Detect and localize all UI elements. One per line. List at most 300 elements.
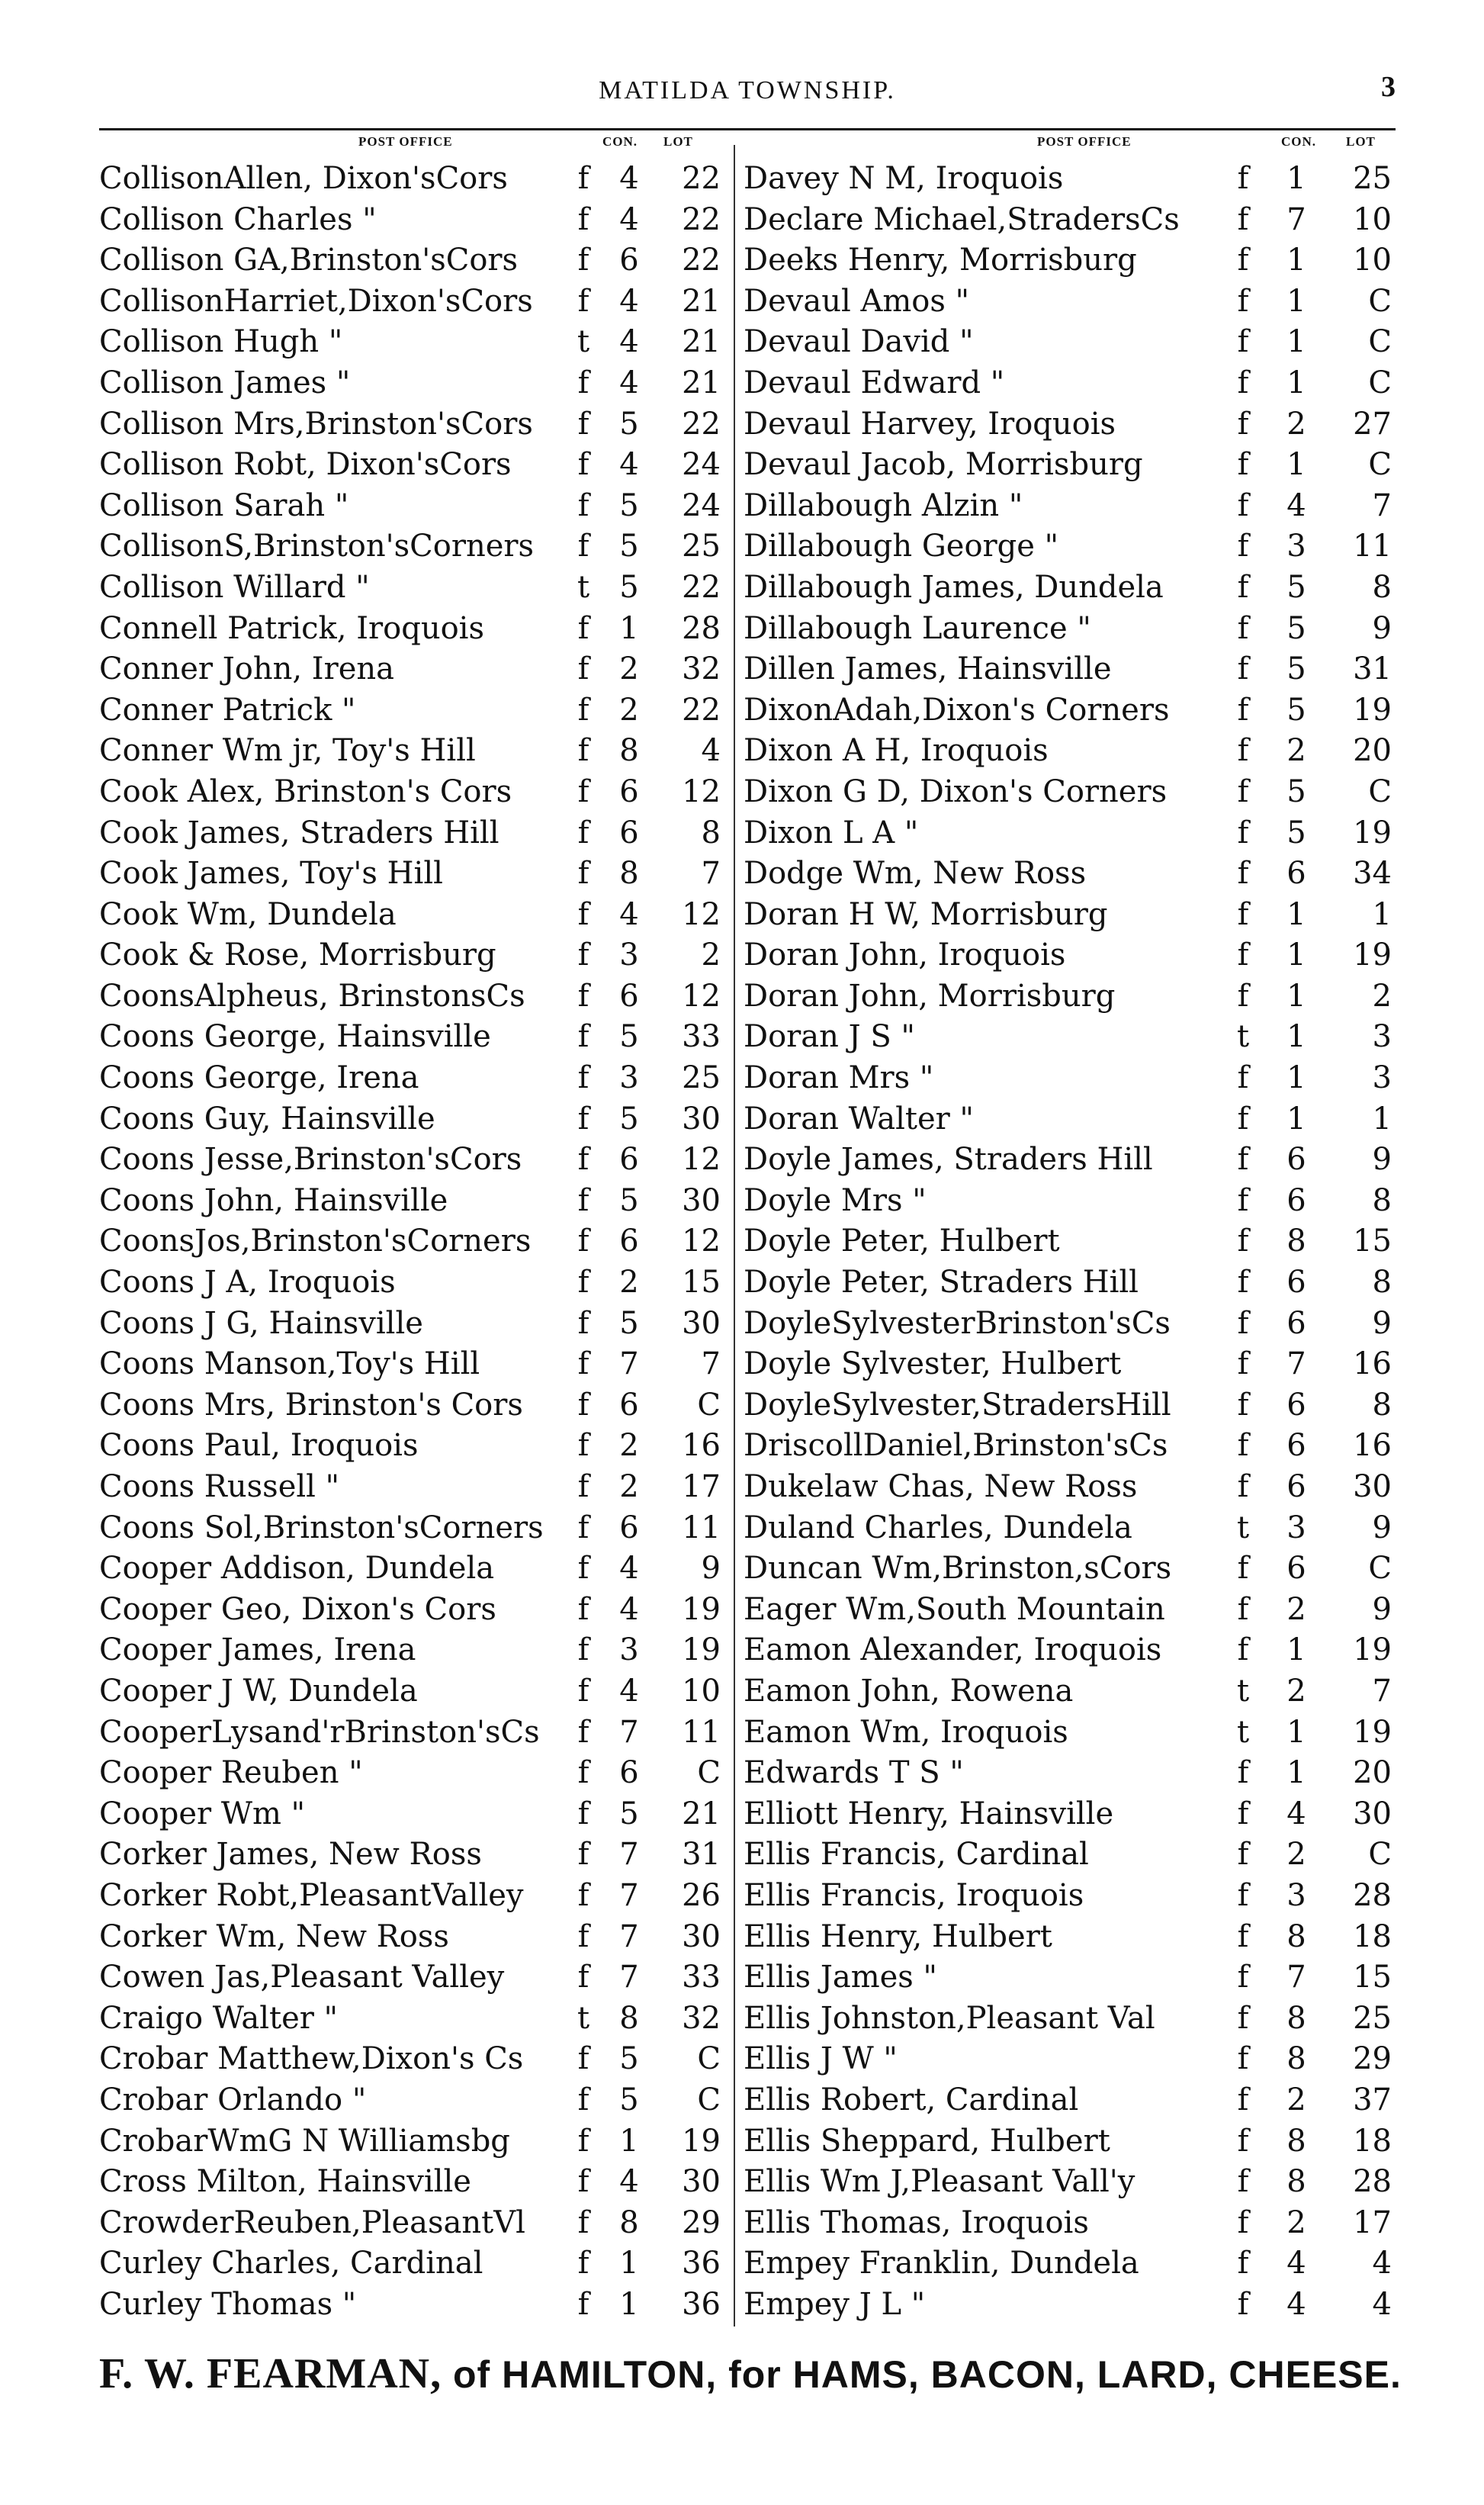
entry-concession: 1 — [1286, 1060, 1306, 1096]
entry-tenure: f — [1237, 406, 1249, 442]
entry-tenure: f — [577, 773, 589, 809]
entry-name: CrobarWmG N Williamsbg — [99, 2123, 510, 2159]
entry-name: Dillen James, Hainsville — [744, 651, 1112, 687]
entry-tenure: f — [577, 1877, 589, 1913]
entry-lot: 18 — [1353, 2123, 1392, 2159]
entry-name: Coons George, Hainsville — [99, 1019, 491, 1055]
entry-lot: 1 — [1372, 896, 1392, 932]
entry-name: Cook James, Toy's Hill — [99, 856, 443, 892]
entry-concession: 1 — [1286, 1632, 1306, 1668]
entry-tenure: f — [1237, 1960, 1249, 1995]
entry-tenure: f — [1237, 1387, 1249, 1423]
entry-name: Dillabough James, Dundela — [744, 569, 1164, 605]
entry-lot: 7 — [701, 856, 721, 892]
directory-entry — [99, 1671, 726, 1712]
directory-entry — [744, 1548, 1396, 1590]
directory-entry — [744, 526, 1396, 568]
directory-entry — [744, 445, 1396, 486]
entry-name: Devaul Amos " — [744, 283, 969, 319]
entry-concession: 3 — [1286, 1877, 1306, 1913]
directory-entry — [744, 1917, 1396, 1958]
entry-tenure: f — [577, 487, 589, 523]
entry-lot: 28 — [682, 610, 721, 646]
directory-entry — [99, 1058, 726, 1099]
directory-entry — [99, 1794, 726, 1835]
entry-concession: 4 — [619, 161, 639, 196]
entry-concession: 5 — [619, 1182, 639, 1218]
entry-tenure: f — [1237, 1591, 1249, 1627]
entry-concession: 8 — [1286, 2123, 1306, 2159]
entry-lot: C — [1368, 283, 1392, 319]
entry-tenure: f — [577, 201, 589, 237]
entry-concession: 2 — [1286, 1673, 1306, 1709]
directory-entry — [99, 2285, 726, 2326]
directory-entry — [744, 1058, 1396, 1099]
entry-lot: 7 — [1372, 487, 1392, 523]
directory-entry — [744, 486, 1396, 527]
entry-concession: 1 — [619, 2246, 639, 2282]
entry-tenure: f — [1237, 1632, 1249, 1668]
entry-concession: 6 — [619, 243, 639, 278]
entry-lot: 12 — [682, 773, 721, 809]
entry-concession: 7 — [1286, 1960, 1306, 1995]
entry-name: Dixon L A " — [744, 815, 919, 851]
entry-lot: 29 — [682, 2204, 721, 2240]
entry-name: Devaul Jacob, Morrisburg — [744, 447, 1143, 483]
directory-entry — [99, 935, 726, 976]
advertisement-footer — [99, 2349, 1402, 2403]
entry-lot: 17 — [682, 1469, 721, 1504]
entry-name: Conner Wm jr, Toy's Hill — [99, 733, 476, 769]
directory-entry — [99, 200, 726, 241]
entry-lot: 18 — [1353, 1918, 1392, 1954]
entry-tenure: f — [1237, 201, 1249, 237]
entry-name: Eamon Wm, Iroquois — [744, 1714, 1068, 1750]
entry-concession: 4 — [619, 365, 639, 400]
entry-name: Coons Mrs, Brinston's Cors — [99, 1387, 523, 1423]
entry-concession: 5 — [619, 487, 639, 523]
directory-entry — [744, 1140, 1396, 1181]
entry-concession: 6 — [619, 1755, 639, 1791]
entry-name: Edwards T S " — [744, 1755, 964, 1791]
entry-tenure: f — [1237, 487, 1249, 523]
entry-concession: 1 — [1286, 937, 1306, 973]
entry-tenure: t — [1236, 1510, 1250, 1545]
entry-name: CollisonHarriet,Dixon'sCors — [99, 283, 533, 319]
directory-entry — [99, 1467, 726, 1508]
directory-entry — [744, 2121, 1396, 2163]
entry-concession: 7 — [619, 1346, 639, 1382]
entry-tenure: f — [1237, 1224, 1249, 1259]
entry-tenure: f — [1237, 1796, 1249, 1831]
entry-name: Dillabough George " — [744, 529, 1059, 564]
entry-lot: 25 — [682, 529, 721, 564]
entry-name: Connell Patrick, Iroquois — [99, 610, 484, 646]
entry-lot: 31 — [682, 1837, 721, 1873]
entry-lot: 19 — [1353, 692, 1392, 728]
directory-entry — [744, 1344, 1396, 1385]
entry-name: Eamon Alexander, Iroquois — [744, 1632, 1162, 1668]
entry-concession: 4 — [1286, 2246, 1306, 2282]
entry-lot: 9 — [1372, 1305, 1392, 1341]
entry-name: Ellis Sheppard, Hulbert — [744, 2123, 1110, 2159]
directory-entry — [99, 2203, 726, 2244]
entry-tenure: f — [577, 2041, 589, 2077]
directory-entry — [99, 1017, 726, 1058]
entry-concession: 6 — [619, 773, 639, 809]
entry-lot: C — [697, 1755, 721, 1791]
page-number: 3 — [1381, 71, 1396, 103]
entry-concession: 8 — [1286, 2000, 1306, 2036]
directory-entry — [744, 813, 1396, 854]
entry-tenure: f — [577, 2286, 589, 2322]
entry-concession: 4 — [1286, 1796, 1306, 1831]
entry-tenure: f — [577, 896, 589, 932]
directory-entry — [99, 526, 726, 568]
right-column — [744, 159, 1396, 2325]
directory-entry — [99, 363, 726, 404]
entry-name: CoonsJos,Brinston'sCorners — [99, 1224, 532, 1259]
entry-tenure: t — [577, 324, 590, 360]
entry-name: Coons Paul, Iroquois — [99, 1428, 419, 1464]
entry-name: Dukelaw Chas, New Ross — [744, 1469, 1138, 1504]
entry-name: Cook Wm, Dundela — [99, 896, 397, 932]
directory-entry — [744, 1304, 1396, 1345]
entry-tenure: f — [577, 1918, 589, 1954]
entry-tenure: f — [1237, 324, 1249, 360]
entry-lot: 16 — [682, 1428, 721, 1464]
entry-concession: 5 — [1286, 569, 1306, 605]
directory-entry — [744, 609, 1396, 650]
entry-tenure: f — [1237, 1469, 1249, 1504]
entry-lot: 31 — [1353, 651, 1392, 687]
directory-entry — [99, 649, 726, 690]
entry-concession: 1 — [1286, 1101, 1306, 1137]
entry-concession: 5 — [619, 1796, 639, 1831]
entry-name: Conner John, Irena — [99, 651, 394, 687]
entry-tenure: f — [577, 529, 589, 564]
entry-lot: 15 — [682, 1265, 721, 1301]
entry-name: Corker Robt,PleasantValley — [99, 1877, 524, 1913]
entry-lot: 11 — [682, 1714, 721, 1750]
entry-lot: 8 — [701, 815, 721, 851]
entry-concession: 4 — [619, 447, 639, 483]
directory-entry — [99, 976, 726, 1018]
entry-name: Eamon John, Rowena — [744, 1673, 1074, 1709]
entry-concession: 2 — [619, 1265, 639, 1301]
entry-tenure: f — [577, 1469, 589, 1504]
entry-lot: C — [697, 2082, 721, 2118]
entry-tenure: t — [1236, 1714, 1250, 1750]
entry-tenure: f — [1237, 2246, 1249, 2282]
entry-tenure: f — [577, 2123, 589, 2159]
entry-name: Coons Jesse,Brinston'sCors — [99, 1142, 522, 1178]
entry-concession: 3 — [619, 1632, 639, 1668]
entry-tenure: f — [577, 447, 589, 483]
entry-name: Cook James, Straders Hill — [99, 815, 499, 851]
entry-tenure: f — [577, 1755, 589, 1791]
entry-concession: 4 — [619, 201, 639, 237]
entry-lot: 4 — [1372, 2286, 1392, 2322]
entry-concession: 5 — [1286, 692, 1306, 728]
entry-name: Duland Charles, Dundela — [744, 1510, 1132, 1545]
directory-entry — [99, 1876, 726, 1917]
entry-lot: 19 — [1353, 1714, 1392, 1750]
directory-entry — [99, 240, 726, 281]
entry-name: Empey Franklin, Dundela — [744, 2246, 1139, 2282]
left-con-header: CON. — [602, 134, 638, 149]
directory-entry — [744, 976, 1396, 1018]
entry-lot: 22 — [682, 569, 721, 605]
entry-name: Collison GA,Brinston'sCors — [99, 243, 519, 278]
entry-concession: 2 — [619, 1428, 639, 1464]
left-lot-header: LOT — [663, 134, 693, 149]
entry-lot: 25 — [682, 1060, 721, 1096]
entry-lot: 30 — [1353, 1796, 1392, 1831]
entry-name: Coons George, Irena — [99, 1060, 419, 1096]
entry-lot: 32 — [682, 2000, 721, 2036]
entry-name: Cowen Jas,Pleasant Valley — [99, 1960, 505, 1995]
entry-name: Coons Sol,Brinston'sCorners — [99, 1510, 544, 1545]
directory-entry — [99, 2080, 726, 2121]
entry-concession: 2 — [1286, 406, 1306, 442]
entry-name: Collison James " — [99, 365, 351, 400]
directory-entry — [744, 240, 1396, 281]
entry-name: Doran H W, Morrisburg — [744, 896, 1108, 932]
entry-concession: 5 — [619, 1019, 639, 1055]
entry-tenure: f — [1237, 1428, 1249, 1464]
entry-tenure: f — [1237, 2123, 1249, 2159]
directory-entry — [744, 1957, 1396, 1999]
entry-lot: 10 — [1353, 201, 1392, 237]
entry-tenure: t — [577, 569, 590, 605]
entry-concession: 2 — [619, 651, 639, 687]
entry-tenure: f — [577, 1305, 589, 1341]
directory-entry — [744, 1426, 1396, 1467]
entry-name: Crobar Orlando " — [99, 2082, 367, 2118]
entry-name: Crobar Matthew,Dixon's Cs — [99, 2041, 524, 2077]
entry-lot: 3 — [1372, 1019, 1392, 1055]
entry-concession: 4 — [619, 283, 639, 319]
entry-concession: 1 — [1286, 1714, 1306, 1750]
entry-lot: C — [1368, 324, 1392, 360]
entry-name: Coons Guy, Hainsville — [99, 1101, 435, 1137]
directory-entry — [744, 2080, 1396, 2121]
entry-tenure: f — [1237, 2286, 1249, 2322]
directory-entry — [744, 935, 1396, 976]
entry-tenure: f — [577, 2246, 589, 2282]
entry-concession: 5 — [1286, 773, 1306, 809]
left-column — [99, 159, 726, 2325]
entry-concession: 1 — [1286, 1019, 1306, 1055]
directory-entry — [744, 1017, 1396, 1058]
entry-tenure: f — [1237, 2164, 1249, 2200]
entry-tenure: f — [577, 1101, 589, 1137]
entry-name: Declare Michael,StradersCs — [744, 201, 1180, 237]
directory-entry — [744, 1467, 1396, 1508]
entry-tenure: f — [1237, 1142, 1249, 1178]
entry-name: DoyleSylvesterBrinston'sCs — [744, 1305, 1171, 1341]
entry-tenure: f — [1237, 569, 1249, 605]
entry-concession: 7 — [1286, 1346, 1306, 1382]
entry-lot: 20 — [1353, 733, 1392, 769]
entry-lot: 11 — [1353, 529, 1392, 564]
directory-entry — [99, 609, 726, 650]
entry-concession: 2 — [1286, 2082, 1306, 2118]
entry-tenure: f — [1237, 1551, 1249, 1587]
entry-lot: 28 — [1353, 1877, 1392, 1913]
entry-tenure: f — [577, 1673, 589, 1709]
entry-concession: 2 — [619, 692, 639, 728]
entry-name: Doran Walter " — [744, 1101, 974, 1137]
entry-lot: 8 — [1372, 1182, 1392, 1218]
entry-tenure: f — [1237, 2082, 1249, 2118]
entry-name: Coons J A, Iroquois — [99, 1265, 396, 1301]
entry-tenure: f — [577, 2204, 589, 2240]
directory-entry — [99, 2121, 726, 2163]
entry-tenure: f — [577, 1346, 589, 1382]
entry-tenure: f — [577, 1182, 589, 1218]
directory-entry — [744, 731, 1396, 772]
directory-entry — [744, 322, 1396, 363]
entry-concession: 6 — [619, 1224, 639, 1259]
entry-tenure: f — [1237, 447, 1249, 483]
entry-concession: 8 — [1286, 1224, 1306, 1259]
directory-entry — [744, 2162, 1396, 2203]
entry-name: Ellis J W " — [744, 2041, 898, 2077]
directory-entry — [99, 2243, 726, 2285]
entry-concession: 4 — [619, 1591, 639, 1627]
entry-concession: 1 — [1286, 1755, 1306, 1791]
entry-concession: 8 — [1286, 2041, 1306, 2077]
entry-lot: 21 — [682, 324, 721, 360]
entry-lot: 21 — [682, 1796, 721, 1831]
entry-tenure: t — [1236, 1673, 1250, 1709]
entry-name: Dodge Wm, New Ross — [744, 856, 1087, 892]
entry-concession: 6 — [1286, 1305, 1306, 1341]
directory-entry — [744, 1508, 1396, 1549]
entry-name: Craigo Walter " — [99, 2000, 339, 2036]
entry-lot: 9 — [701, 1551, 721, 1587]
entry-tenure: f — [577, 610, 589, 646]
entry-name: Ellis Henry, Hulbert — [744, 1918, 1052, 1954]
entry-tenure: f — [577, 161, 589, 196]
entry-name: Elliott Henry, Hainsville — [744, 1796, 1114, 1831]
entry-tenure: f — [577, 1019, 589, 1055]
entry-tenure: f — [577, 1142, 589, 1178]
entry-lot: 36 — [682, 2286, 721, 2322]
directory-entry — [744, 2243, 1396, 2285]
entry-lot: 27 — [1353, 406, 1392, 442]
entry-lot: 24 — [682, 487, 721, 523]
entry-tenure: f — [1237, 651, 1249, 687]
entry-concession: 5 — [619, 406, 639, 442]
entry-tenure: f — [1237, 529, 1249, 564]
entry-tenure: f — [1237, 2000, 1249, 2036]
entry-lot: 22 — [682, 243, 721, 278]
directory-entry — [99, 1426, 726, 1467]
entry-name: CrowderReuben,PleasantVl — [99, 2204, 525, 2240]
entry-concession: 5 — [619, 1101, 639, 1137]
entry-lot: C — [1368, 365, 1392, 400]
entry-name: Collison Mrs,Brinston'sCors — [99, 406, 533, 442]
entry-name: Cooper Reuben " — [99, 1755, 363, 1791]
entry-name: Cooper Geo, Dixon's Cors — [99, 1591, 496, 1627]
entry-concession: 1 — [1286, 447, 1306, 483]
entry-lot: 16 — [1353, 1346, 1392, 1382]
entry-concession: 1 — [1286, 365, 1306, 400]
entry-name: Devaul Harvey, Iroquois — [744, 406, 1116, 442]
entry-concession: 5 — [1286, 610, 1306, 646]
entry-lot: 30 — [682, 2164, 721, 2200]
entry-tenure: f — [577, 1060, 589, 1096]
entry-lot: 12 — [682, 896, 721, 932]
directory-entry — [744, 854, 1396, 895]
entry-name: Ellis Thomas, Iroquois — [744, 2204, 1089, 2240]
entry-name: Ellis Robert, Cardinal — [744, 2082, 1079, 2118]
entry-concession: 2 — [1286, 1591, 1306, 1627]
entry-lot: 34 — [1353, 856, 1392, 892]
directory-entry — [99, 322, 726, 363]
entry-concession: 4 — [1286, 487, 1306, 523]
entry-tenure: f — [1237, 1305, 1249, 1341]
entry-name: Cooper J W, Dundela — [99, 1673, 418, 1709]
entry-lot: 7 — [701, 1346, 721, 1382]
entry-name: DixonAdah,Dixon's Corners — [744, 692, 1170, 728]
entry-concession: 1 — [619, 2123, 639, 2159]
entry-tenure: f — [1237, 1877, 1249, 1913]
directory-entry — [744, 772, 1396, 813]
entry-lot: 16 — [1353, 1428, 1392, 1464]
directory-entry — [99, 690, 726, 732]
entry-name: Doyle Sylvester, Hulbert — [744, 1346, 1122, 1382]
entry-lot: C — [1368, 1551, 1392, 1587]
entry-tenure: f — [1237, 692, 1249, 728]
entry-concession: 8 — [619, 2000, 639, 2036]
entry-name: Devaul Edward " — [744, 365, 1005, 400]
directory-entry — [99, 1835, 726, 1876]
entry-name: Ellis Wm J,Pleasant Vall'y — [744, 2164, 1135, 2200]
entry-lot: 10 — [1353, 243, 1392, 278]
directory-entry — [744, 1262, 1396, 1304]
directory-entry — [744, 1630, 1396, 1671]
entry-lot: 21 — [682, 283, 721, 319]
entry-tenure: f — [1237, 773, 1249, 809]
entry-concession: 2 — [1286, 1837, 1306, 1873]
entry-concession: 7 — [619, 1918, 639, 1954]
entry-lot: 2 — [1372, 978, 1392, 1014]
entry-name: Coons Russell " — [99, 1469, 340, 1504]
entry-tenure: f — [577, 1265, 589, 1301]
directory-entry — [99, 568, 726, 609]
advertisement-text: of HAMILTON, for HAMS, BACON, LARD, CHEESE. — [442, 2353, 1402, 2396]
directory-entry — [744, 2203, 1396, 2244]
entry-lot: 1 — [1372, 1101, 1392, 1137]
directory-entry — [744, 568, 1396, 609]
entry-lot: 33 — [682, 1019, 721, 1055]
entry-lot: C — [697, 2041, 721, 2077]
entry-concession: 2 — [619, 1469, 639, 1504]
entry-tenure: f — [1237, 610, 1249, 646]
entry-tenure: f — [1237, 1837, 1249, 1873]
entry-name: CollisonS,Brinston'sCorners — [99, 529, 535, 564]
directory-entry — [99, 445, 726, 486]
entry-name: CoonsAlpheus, BrinstonsCs — [99, 978, 525, 1014]
entry-concession: 7 — [619, 1837, 639, 1873]
entry-name: DriscollDaniel,Brinston'sCs — [744, 1428, 1168, 1464]
entry-tenure: f — [577, 1387, 589, 1423]
entry-lot: 30 — [682, 1182, 721, 1218]
